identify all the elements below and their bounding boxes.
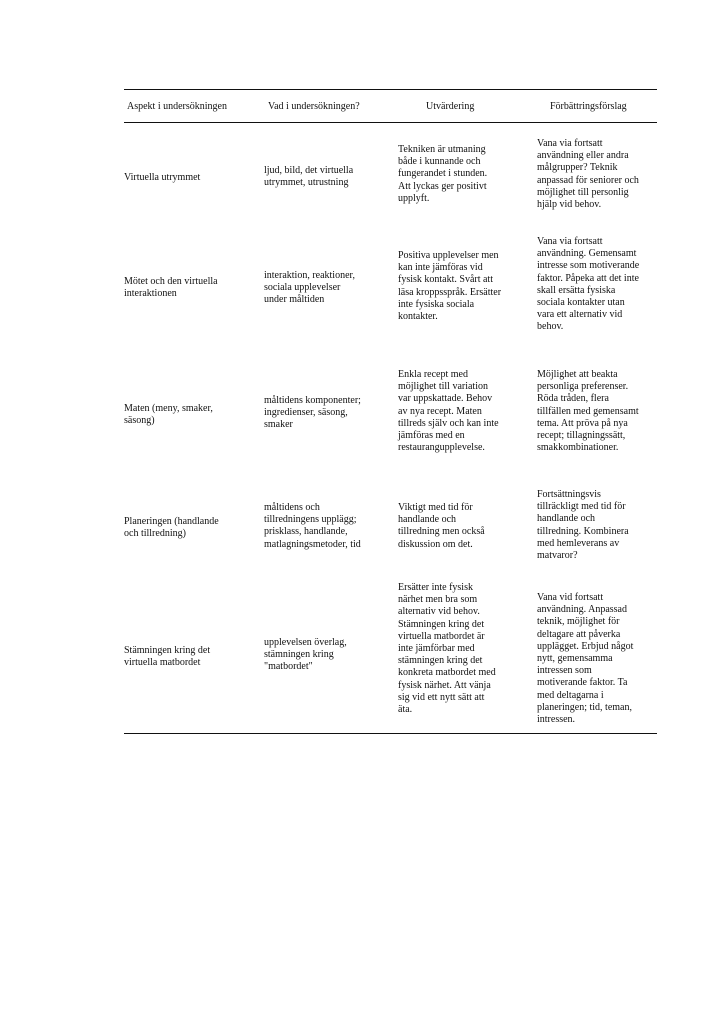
table-bottom-rule <box>124 733 657 734</box>
header-improvement: Förbättringsförslag <box>550 101 627 112</box>
row5-what: upplevelsen överlag, stämningen kring "matbordet" <box>264 637 347 673</box>
row2-what: interaktion, reaktioner, sociala upplevelser under måltiden <box>264 270 355 306</box>
row3-improvement: Möjlighet att beakta personliga preferenser. Röda tråden, flera tillfällen med gemensamt tema. Att pröva på nya recept; tillagningssätt, smakkombinationer. <box>537 369 639 454</box>
row5-aspect: Stämningen kring det virtuella matbordet <box>124 645 211 669</box>
header-evaluation: Utvärdering <box>426 101 475 112</box>
row1-aspect: Virtuella utrymmet <box>124 172 201 183</box>
row2-evaluation: Positiva upplevelser men kan inte jämföras vid fysisk kontakt. Svårt att läsa kroppsspråk. Ersätter inte fysiska sociala kontakter. <box>398 250 502 323</box>
row1-improvement: Vana via fortsatt användning eller andra målgrupper? Teknik anpassad för seniorer och möjlighet till personlig hjälp vid behov. <box>537 138 639 211</box>
table-top-rule <box>124 89 657 90</box>
row2-improvement: Vana via fortsatt användning. Gemensamt intresse som motiverande faktor. Påpeka att det inte skall ersätta fysiska sociala kontakter utan vara ett alternativ vid behov. <box>537 236 640 333</box>
header-aspect: Aspekt i undersökningen <box>127 101 227 112</box>
row3-what: måltidens komponenter; ingredienser, säsong, smaker <box>264 395 361 431</box>
row1-what: ljud, bild, det virtuella utrymmet, utrustning <box>264 165 354 189</box>
row4-improvement: Fortsättningsvis tillräckligt med tid för handlande och tillredning. Kombinera med hemleverans av matvaror? <box>537 489 629 562</box>
row4-aspect: Planeringen (handlande och tillredning) <box>124 516 219 540</box>
table-header-rule <box>124 122 657 123</box>
row5-improvement: Vana vid fortsatt användning. Anpassad teknik, möjlighet för deltagare att påverka upplägget. Erbjud något nytt, gemensamma intressen som motiverande faktor. Ta med deltagarna i planeringen; tid, teman, intressen. <box>537 592 634 726</box>
row5-evaluation: Ersätter inte fysisk närhet men bra som alternativ vid behov. Stämningen kring det virtuella matbordet är inte jämförbar med stämningen kring det konkreta matbordet med fysisk närhet. Att vänja sig vid ett nytt sätt att äta. <box>398 582 496 716</box>
row4-what: måltidens och tillredningens upplägg; prisklass, handlande, matlagningsmetoder, tid <box>264 502 361 550</box>
row3-evaluation: Enkla recept med möjlighet till variation var uppskattade. Behov av nya recept. Maten tillreds själv och kan inte jämföras med en restaurangupplevelse. <box>398 369 499 454</box>
row1-evaluation: Tekniken är utmaning både i kunnande och fungerandet i stunden. Att lyckas ger positivt upplyft. <box>398 144 488 204</box>
row3-aspect: Maten (meny, smaker, säsong) <box>124 403 213 427</box>
row2-aspect: Mötet och den virtuella interaktionen <box>124 276 218 300</box>
header-what: Vad i undersökningen? <box>268 101 360 112</box>
row4-evaluation: Viktigt med tid för handlande och tillredning men också diskussion om det. <box>398 502 485 550</box>
